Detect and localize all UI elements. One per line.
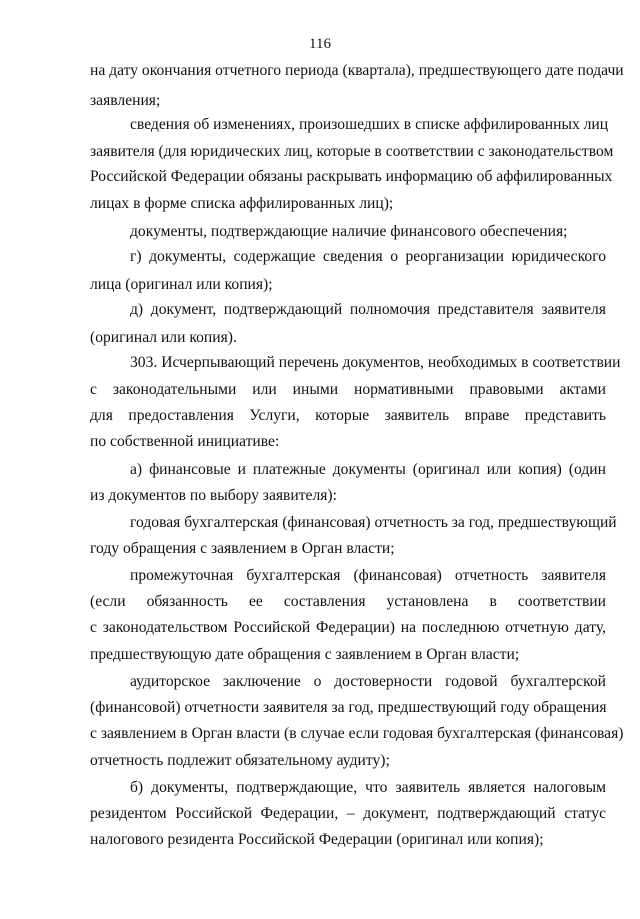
text-line: налогового резидента Российской Федерации (оригинал или копия); — [90, 831, 544, 848]
text-line: с законодательством Российской Федерации) на последнюю отчетную дату, — [90, 619, 606, 636]
text-line: 303. Исчерпывающий перечень документов, необходимых в соответствии — [130, 354, 621, 371]
text-line: промежуточная бухгалтерская (финансовая) отчетность заявителя — [130, 567, 606, 584]
text-line: г) документы, содержащие сведения о реорганизации юридического — [130, 248, 606, 265]
text-line: лица (оригинал или копия); — [90, 276, 273, 293]
text-line: сведения об изменениях, произошедших в списке аффилированных лиц — [130, 116, 609, 133]
text-line: отчетность подлежит обязательному аудиту); — [90, 752, 390, 769]
text-line: лицах в форме списка аффилированных лиц); — [90, 195, 394, 212]
text-line: резидентом Российской Федерации, – документ, подтверждающий статус — [90, 805, 606, 822]
text-line: заявителя (для юридических лиц, которые в соответствии с законодательством — [90, 143, 614, 160]
page-number: 116 — [309, 36, 331, 52]
text-line: с заявлением в Орган власти (в случае если годовая бухгалтерская (финансовая) — [90, 725, 624, 742]
text-line: (если обязанность ее составления установлена в соответствии — [90, 593, 606, 610]
text-line: с законодательными или иными нормативными правовыми актами — [90, 381, 606, 398]
text-line: д) документ, подтверждающий полномочия представителя заявителя — [130, 301, 606, 318]
text-line: б) документы, подтверждающие, что заявитель является налоговым — [130, 779, 606, 796]
text-line: заявления; — [90, 92, 161, 109]
text-line: документы, подтверждающие наличие финансового обеспечения; — [130, 223, 568, 240]
text-line: из документов по выбору заявителя): — [90, 487, 337, 504]
text-line: а) финансовые и платежные документы (оригинал или копия) (один — [130, 461, 606, 478]
text-line: годовая бухгалтерская (финансовая) отчетность за год, предшествующий — [130, 514, 617, 531]
text-line: для предоставления Услуги, которые заявитель вправе представить — [90, 407, 606, 424]
text-line: предшествующую дате обращения с заявлением в Орган власти; — [90, 646, 520, 663]
text-line: по собственной инициативе: — [90, 433, 280, 450]
text-line: (оригинал или копия). — [90, 329, 237, 346]
text-line: (финансовой) отчетности заявителя за год, предшествующий году обращения — [90, 699, 607, 716]
text-line: году обращения с заявлением в Орган власти; — [90, 540, 395, 557]
text-line: аудиторское заключение о достоверности годовой бухгалтерской — [130, 673, 606, 690]
text-line: Российской Федерации обязаны раскрывать информацию об аффилированных — [90, 168, 613, 185]
text-line: на дату окончания отчетного периода (квартала), предшествующего дате подачи — [90, 62, 624, 79]
